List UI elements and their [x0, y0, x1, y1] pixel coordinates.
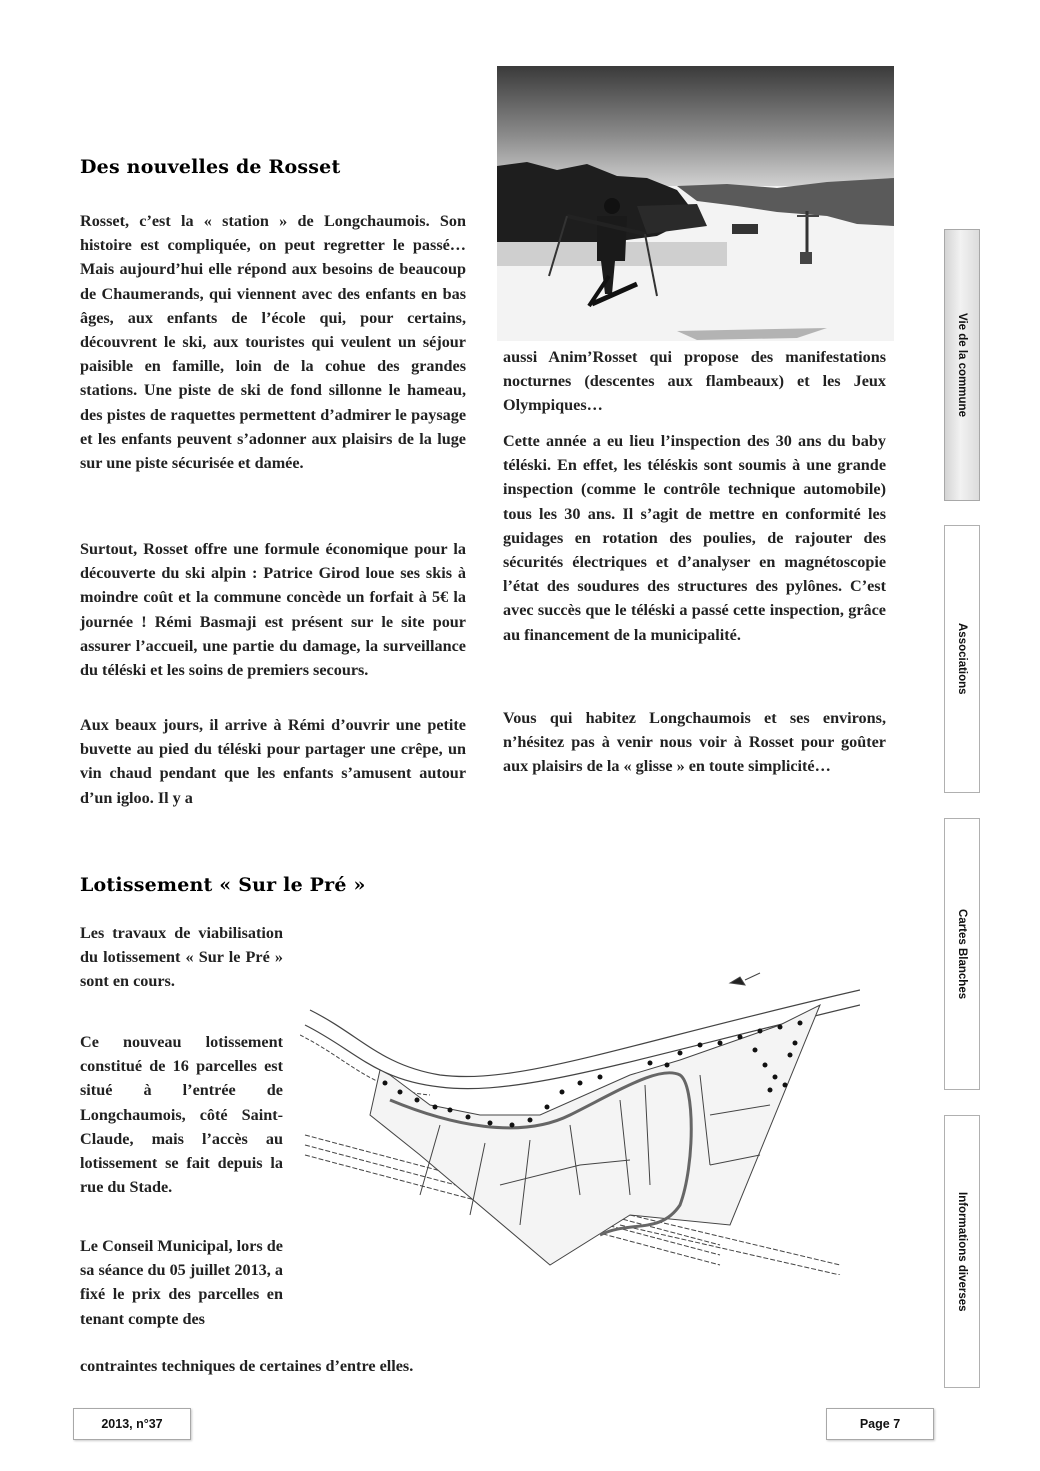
article-lotissement-paragraph: Le Conseil Municipal, lors de sa séance du 05 juillet 2013, a fixé le prix des parcelles en tenant compte des [80, 1237, 283, 1328]
side-tab-cartes-blanches[interactable] [944, 818, 980, 1090]
side-tab-label: Informations diverses [956, 1191, 968, 1312]
side-tab-vie-de-la-commune[interactable] [944, 229, 980, 501]
ski-photo [497, 66, 894, 341]
side-tab-associations[interactable] [944, 525, 980, 793]
issue-number: 2013, n°37 [101, 1417, 163, 1431]
side-tab-informations-diverses[interactable] [944, 1115, 980, 1388]
article-rosset-paragraph: Vous qui habitez Longchaumois et ses environs, n’hésitez pas à venir nous voir à Rosset pour goûter aux plaisirs de la « glisse » en toute simplicité… [503, 709, 886, 776]
side-tab-label: Associations [956, 623, 968, 695]
article-rosset-paragraph: Surtout, Rosset offre une formule économique pour la découverte du ski alpin : Patrice Girod loue ses skis à moindre coût et la commune concède un forfait à 5€ la journée ! Rémi Basmaji est présent sur le site pour assurer l’accueil, une partie du damage, la surveillance du téléski et les soins de premiers secours. [80, 540, 466, 680]
article-lotissement-paragraph: Les travaux de viabilisation du lotissement « Sur le Pré » sont en cours. [80, 924, 283, 991]
ski-photo-image [497, 66, 894, 341]
lotissement-plan [300, 965, 860, 1275]
article-rosset-paragraph: Aux beaux jours, il arrive à Rémi d’ouvrir une petite buvette au pied du téléski pour partager une crêpe, un vin chaud pendant que les enfants s’amusent autour d’un igloo. Il y a [80, 716, 466, 807]
lotissement-plan-drawing [300, 965, 860, 1275]
article-lotissement-last-line: contraintes techniques de certaines d’entre elles. [80, 1357, 414, 1375]
article-rosset-paragraph: aussi Anim’Rosset qui propose des manifestations nocturnes (descentes aux flambeaux) et les Jeux Olympiques… [503, 348, 886, 415]
article-title-lotissement: Lotissement « Sur le Pré » [80, 874, 366, 896]
article-title-rosset: Des nouvelles de Rosset [80, 156, 341, 178]
page-number: Page 7 [859, 1417, 901, 1431]
side-tab-label: Vie de la commune [956, 313, 968, 417]
article-rosset-paragraph: Rosset, c’est la « station » de Longchaumois. Son histoire est compliquée, on peut regretter le passé… Mais aujourd’hui elle répond aux besoins de beaucoup de Chaumerands, qui viennent avec des enfants en bas âges, aux enfants de l’école qui, pour certains, découvrent le ski, aux touristes qui veulent un séjour paisible en famille, loin de la cohue des grandes stations. Une piste de ski de fond sillonne le hameau, des pistes de raquettes permettent d’admirer le paysage et les enfants peuvent s’adonner aux plaisirs de la luge sur une piste sécurisée et damée. [80, 212, 466, 473]
issue-number-box [73, 1408, 191, 1440]
page-number-box [826, 1408, 934, 1440]
article-lotissement-paragraph: Ce nouveau lotissement constitué de 16 parcelles est situé à l’entrée de Longchaumois, côté Saint-Claude, mais l’accès au lotissement se fait depuis la rue du Stade. [80, 1033, 283, 1197]
article-rosset-paragraph: Cette année a eu lieu l’inspection des 30 ans du baby téléski. En effet, les téléskis sont soumis à une grande inspection (comme le contrôle technique automobile) tous les 30 ans. Il s’agit de mettre en conformité les guidages en rotation des poulies, de rajouter des sécurités électriques et d’analyser en magnétoscopie l’état des soudures des structures des pylônes. C’est avec succès que le téléski a passé cette inspection, grâce au financement de la municipalité. [503, 432, 886, 644]
side-tab-label: Cartes Blanches [956, 908, 968, 1000]
